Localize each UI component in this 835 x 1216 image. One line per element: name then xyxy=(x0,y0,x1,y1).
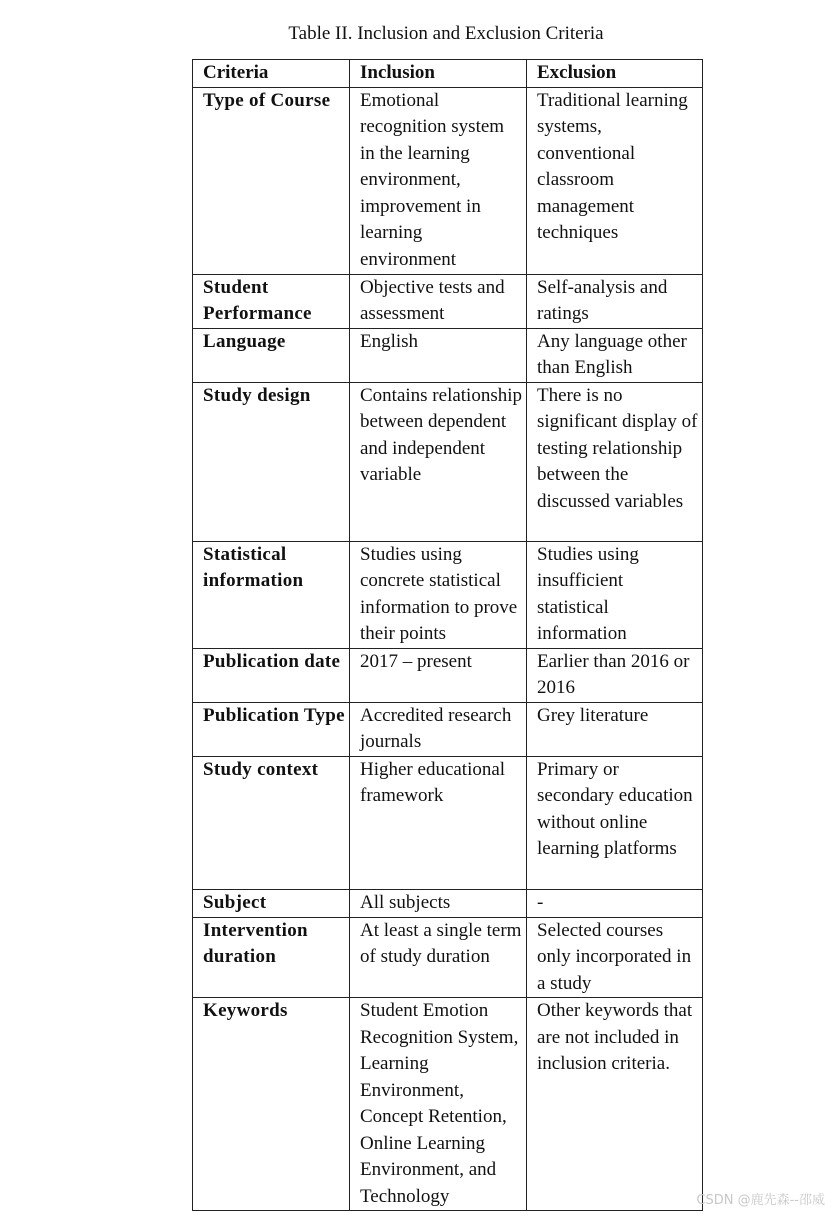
header-criteria: Criteria xyxy=(193,60,350,88)
inclusion-cell: Contains relationship between dependent and independent variable xyxy=(350,382,527,541)
criteria-cell: Language xyxy=(193,328,350,382)
table-row xyxy=(193,382,703,541)
table-row xyxy=(193,998,703,1211)
exclusion-cell: Any language other than English xyxy=(527,328,703,382)
table-row xyxy=(193,87,703,274)
inclusion-cell: All subjects xyxy=(350,889,527,917)
criteria-cell: Study design xyxy=(193,382,350,541)
table-row xyxy=(193,328,703,382)
table-row xyxy=(193,917,703,998)
table-row xyxy=(193,648,703,702)
criteria-cell: Publication Type xyxy=(193,702,350,756)
criteria-cell: Subject xyxy=(193,889,350,917)
inclusion-cell: At least a single term of study duration xyxy=(350,917,527,998)
inclusion-cell: Objective tests and assessment xyxy=(350,274,527,328)
criteria-table xyxy=(192,59,703,1211)
exclusion-cell: Studies using insufficient statistical information xyxy=(527,541,703,648)
criteria-cell: Statistical information xyxy=(193,541,350,648)
table-row xyxy=(193,756,703,889)
header-inclusion: Inclusion xyxy=(350,60,527,88)
table-row xyxy=(193,889,703,917)
table-row xyxy=(193,702,703,756)
table-caption: Table II. Inclusion and Exclusion Criteria xyxy=(288,23,604,44)
table-row xyxy=(193,274,703,328)
exclusion-cell: Grey literature xyxy=(527,702,703,756)
exclusion-cell: There is no significant display of testing relationship between the discussed variables xyxy=(527,382,703,541)
inclusion-cell: English xyxy=(350,328,527,382)
inclusion-cell: Emotional recognition system in the learning environment, improvement in learning environment xyxy=(350,87,527,274)
header-exclusion: Exclusion xyxy=(527,60,703,88)
criteria-cell: Publication date xyxy=(193,648,350,702)
inclusion-cell: Student Emotion Recognition System, Learning Environment, Concept Retention, Online Learning Environment, and Technology xyxy=(350,998,527,1211)
criteria-cell: Student Performance xyxy=(193,274,350,328)
inclusion-cell: Studies using concrete statistical information to prove their points xyxy=(350,541,527,648)
inclusion-cell: Accredited research journals xyxy=(350,702,527,756)
criteria-cell: Study context xyxy=(193,756,350,889)
inclusion-cell: Higher educational framework xyxy=(350,756,527,889)
table-header-row xyxy=(193,60,703,88)
criteria-cell: Intervention duration xyxy=(193,917,350,998)
criteria-cell: Keywords xyxy=(193,998,350,1211)
table-row xyxy=(193,541,703,648)
exclusion-cell: Self-analysis and ratings xyxy=(527,274,703,328)
exclusion-cell: Earlier than 2016 or 2016 xyxy=(527,648,703,702)
exclusion-cell: - xyxy=(527,889,703,917)
criteria-cell: Type of Course xyxy=(193,87,350,274)
exclusion-cell: Primary or secondary education without online learning platforms xyxy=(527,756,703,889)
exclusion-cell: Other keywords that are not included in inclusion criteria. xyxy=(527,998,703,1211)
watermark: CSDN @鹿先森--邵威 xyxy=(696,1193,825,1208)
exclusion-cell: Traditional learning systems, conventional classroom management techniques xyxy=(527,87,703,274)
inclusion-cell: 2017 – present xyxy=(350,648,527,702)
exclusion-cell: Selected courses only incorporated in a study xyxy=(527,917,703,998)
